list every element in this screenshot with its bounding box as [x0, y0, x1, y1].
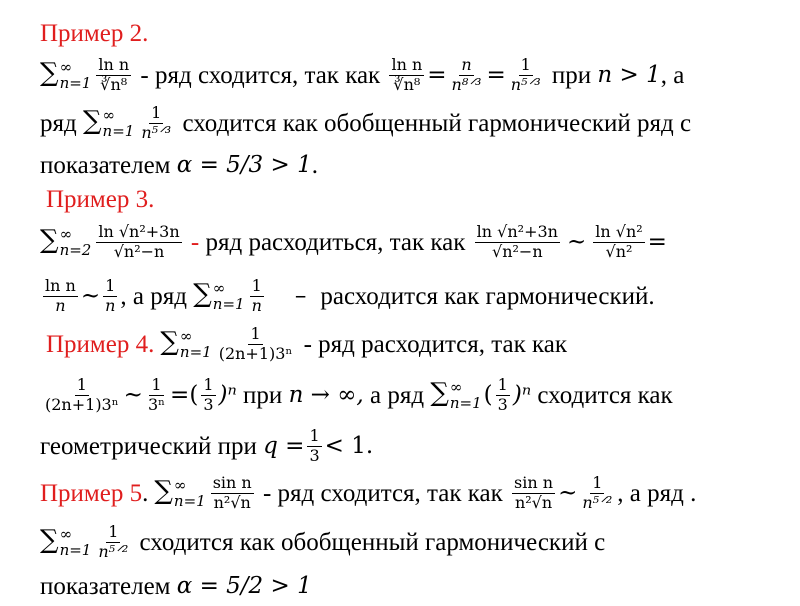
example-4-line-3 — [40, 424, 780, 468]
sum-symbol: ∑ ∞ п=1 — [193, 278, 245, 313]
math-inline: α = 5/3 > 1 — [176, 151, 312, 178]
example-4-line-1 — [40, 322, 780, 366]
tilde: ~ — [566, 228, 587, 255]
example-5-line-2 — [40, 518, 780, 566]
example-2-title-line — [40, 16, 780, 50]
example-2-title: Пример 2. — [40, 19, 149, 47]
text: - ряд сходится, так как — [134, 61, 387, 89]
fraction: $\frac{\text{ln √n²}}{\text{√n²}}$ — [595, 222, 643, 261]
text: , а — [660, 61, 685, 89]
paren: )ⁿ — [218, 381, 237, 408]
math-inline: n → ∞, — [288, 381, 364, 408]
fraction: $\frac{1}{\text{n⁵ᐟ³}}$ — [510, 55, 541, 94]
dash: – — [294, 282, 307, 309]
example-5-line-3 — [40, 566, 780, 606]
text: геометрический при — [40, 432, 264, 460]
text: при — [236, 381, 289, 409]
example-5-title: Пример 5 — [40, 479, 143, 507]
equals-sign: = — [427, 61, 447, 88]
text: расходится как гармонический. — [320, 282, 655, 310]
text: а ряд — [363, 381, 431, 409]
text: показателем — [40, 151, 177, 179]
text: . — [142, 479, 149, 507]
fraction: $\frac{\text{ln n}}{\text{∛n⁸}}$ — [391, 55, 423, 94]
text: . — [311, 151, 318, 179]
text: , а ряд . — [617, 479, 697, 507]
sum-symbol: ∑ ∞ n=1 — [40, 524, 92, 559]
fraction: $\frac{n}{\text{n⁸ᐟ³}}$ — [451, 55, 482, 94]
example-2-line-2 — [40, 100, 780, 146]
paren: ( — [189, 381, 199, 408]
paren: )ⁿ — [512, 381, 532, 408]
fraction: $\frac{\text{ln √n²+3n}}{\text{√n²−n}}$ — [98, 222, 180, 261]
text: ряд расходиться, так как — [205, 228, 472, 256]
fraction: $\frac{1}{\text{n⁵ᐟ³}}$ — [141, 103, 172, 142]
fraction: $\frac{1}{\text{n⁵ᐟ²}}$ — [98, 522, 129, 561]
text: ряд — [40, 109, 83, 137]
fraction: $\frac{1}{\text{(2n+1)3ⁿ}}$ — [218, 324, 293, 363]
text: - ряд расходится, так как — [297, 330, 568, 358]
math-inline: n > 1 — [597, 61, 661, 88]
fraction: $\frac{1}{\text{(2n+1)3ⁿ}}$ — [45, 375, 119, 414]
sum-symbol: ∑ ∞ n=1 — [40, 57, 92, 92]
example-4-line-2 — [40, 366, 780, 424]
fraction: $\frac{1}{3}$ — [309, 426, 320, 465]
text: сходится как обобщенный гармонический с — [133, 528, 606, 556]
sum-symbol: ∑ ∞ n=1 — [82, 105, 135, 140]
fraction: $\frac{\text{ln √n²+3n}}{\text{√n²−n}}$ — [476, 222, 558, 261]
fraction: $\frac{\text{ln n}}{\text{∛n⁸}}$ — [98, 55, 130, 94]
math-inline: α = 5/2 > 1 — [176, 572, 312, 599]
text: - — [184, 228, 206, 256]
example-3-title: Пример 3. — [46, 185, 155, 213]
equals-sign: = — [647, 228, 667, 255]
example-2-line-3 — [40, 146, 780, 184]
text: при — [545, 61, 598, 89]
sum-symbol: ∑ ∞ n=1 — [160, 326, 212, 361]
equals-sign: = — [486, 61, 506, 88]
fraction: $\frac{\text{sin n}}{\text{n²√n}}$ — [212, 473, 252, 512]
text: сходится как обобщенный гармонический ряд с — [176, 109, 692, 137]
tilde: ~ — [558, 479, 578, 506]
text: сходится как — [531, 381, 673, 409]
tilde: ~ — [123, 381, 143, 408]
fraction: $\frac{\text{sin n}}{\text{n²√n}}$ — [514, 473, 554, 512]
equals-sign: = — [170, 381, 190, 408]
text: показателем — [40, 572, 177, 600]
example-5-line-1 — [40, 468, 780, 518]
example-3-line-1 — [40, 214, 780, 270]
sum-symbol: ∑ ∞ n=1 — [430, 377, 482, 412]
paren: ( — [483, 381, 493, 408]
math-inline: < 1. — [324, 432, 374, 459]
fraction: $\frac{1}{3}$ — [497, 375, 508, 414]
text: - ряд сходится, так как — [256, 479, 510, 507]
example-4-title: Пример 4. — [46, 330, 155, 358]
fraction: $\frac{1}{n}$ — [105, 276, 116, 315]
fraction: $\frac{1}{\text{3ⁿ}}$ — [147, 375, 166, 414]
sum-symbol: ∑ ∞ n=1 — [154, 475, 206, 510]
fraction: $\frac{1}{3}$ — [203, 375, 214, 414]
fraction: $\frac{\text{ln n}}{n}$ — [45, 276, 76, 315]
fraction: $\frac{1}{\text{n⁵ᐟ²}}$ — [582, 473, 613, 512]
text: , а ряд — [120, 282, 194, 310]
tilde: ~ — [80, 282, 101, 309]
sum-symbol: ∑ ∞ n=2 — [40, 224, 92, 259]
example-3-line-2 — [40, 270, 780, 322]
math-inline: q = — [263, 432, 305, 459]
example-3-title-line — [40, 184, 780, 214]
example-2-line-1 — [40, 50, 780, 100]
fraction: $\frac{1}{n}$ — [251, 276, 262, 315]
